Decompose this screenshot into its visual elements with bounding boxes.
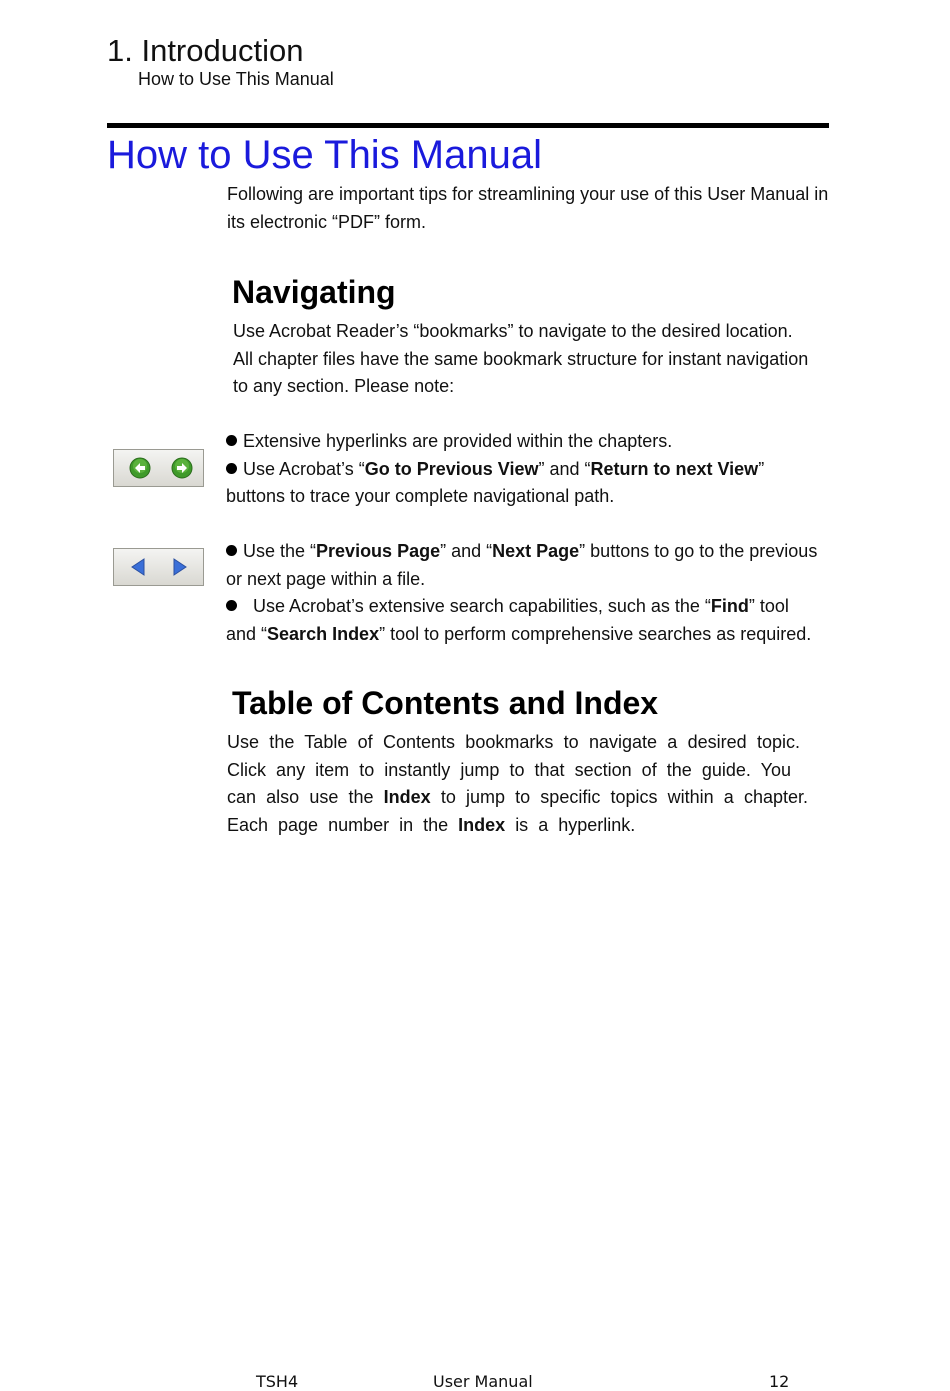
- bullet-list-view: [226, 428, 846, 511]
- bullet-item-search: Use Acrobat’s extensive search capabilities, such as the “Find” tool: [226, 593, 846, 621]
- footer-product: TSH4: [256, 1372, 299, 1391]
- navigating-heading: Navigating: [232, 274, 396, 310]
- intro-line-2: its electronic “PDF” form.: [227, 211, 427, 232]
- navigating-line-3: to any section. Please note:: [233, 376, 455, 396]
- navigating-line-1: Use Acrobat Reader’s “bookmarks” to navigate to the desired location.: [233, 321, 793, 341]
- footer-page-number: 12: [769, 1372, 790, 1391]
- bullet-item-view-buttons-cont: buttons to trace your complete navigational path.: [226, 486, 615, 506]
- bullet-item-hyperlinks: Extensive hyperlinks are provided within the chapters.: [226, 428, 846, 456]
- bullet-icon: [226, 435, 237, 446]
- page-title: How to Use This Manual: [107, 133, 542, 177]
- page-buttons-graphic: [114, 549, 203, 585]
- bullet-item-page-buttons-cont: or next page within a file.: [226, 568, 426, 589]
- bullet-item-view-buttons: Use Acrobat’s “Go to Previous View” and “Return to next View”: [226, 456, 846, 484]
- header-rule: [107, 123, 829, 128]
- return-to-next-view-icon: [172, 458, 192, 478]
- toc-paragraph: [227, 729, 808, 839]
- page-navigation-buttons: [113, 548, 204, 586]
- bullet-item-page-buttons: Use the “Previous Page” and “Next Page” buttons to go to the previous: [226, 538, 846, 566]
- view-buttons-graphic: [114, 450, 203, 486]
- bullet-icon: [226, 600, 237, 611]
- footer-title: User Manual: [433, 1372, 533, 1391]
- previous-page-icon: [132, 559, 144, 575]
- view-navigation-buttons: [113, 449, 204, 487]
- chapter-heading: 1. Introduction: [107, 33, 304, 68]
- toc-heading: Table of Contents and Index: [232, 685, 659, 721]
- toc-line-3: can also use the Index to jump to specific topics within a chapter.: [227, 787, 808, 807]
- section-subheading: How to Use This Manual: [138, 69, 334, 89]
- toc-line-4: Each page number in the Index is a hyperlink.: [227, 814, 636, 835]
- bullet-icon: [226, 463, 237, 474]
- navigating-line-2: All chapter files have the same bookmark structure for instant navigation: [233, 348, 809, 369]
- intro-line-1: Following are important tips for streamlining your use of this User Manual in: [227, 184, 829, 204]
- bullet-list-page: [226, 538, 846, 648]
- toc-line-2: Click any item to instantly jump to that section of the guide. You: [227, 759, 791, 780]
- navigating-paragraph: [233, 318, 808, 401]
- next-page-icon: [174, 559, 186, 575]
- go-to-previous-view-icon: [130, 458, 150, 478]
- bullet-item-search-cont: and “Search Index” tool to perform comprehensive searches as required.: [226, 623, 812, 644]
- bullet-icon: [226, 545, 237, 556]
- intro-paragraph: [227, 181, 828, 236]
- toc-line-1: Use the Table of Contents bookmarks to navigate a desired topic.: [227, 732, 800, 752]
